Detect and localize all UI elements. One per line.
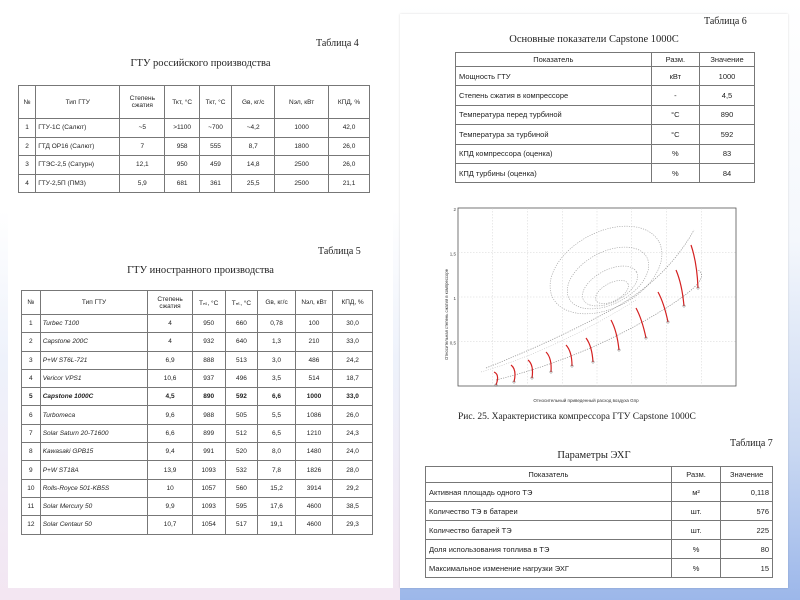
table5-cell: 937 xyxy=(192,369,225,387)
table6-cell: Мощность ГТУ xyxy=(456,67,652,86)
table5-cell: 11 xyxy=(22,497,41,515)
table5-cell: P+W ST6L-721 xyxy=(40,351,148,369)
table5-cell: 7 xyxy=(22,424,41,442)
table7-cell: м² xyxy=(671,483,721,502)
table7-cell: 576 xyxy=(721,502,773,521)
table5-cell: Vericor VPS1 xyxy=(40,369,148,387)
table6-row xyxy=(456,125,755,144)
table5-cell: 1093 xyxy=(192,461,225,479)
table4-title: ГТУ российского производства xyxy=(130,58,271,69)
table5-cell: 4 xyxy=(148,333,192,351)
table5-cell: 15,2 xyxy=(258,479,295,497)
table4-cell: ~4,2 xyxy=(232,119,275,138)
table4-header-cell: Gв, кг/с xyxy=(232,86,275,119)
table5-row xyxy=(22,315,373,333)
table5-header-cell: Nэл, кВт xyxy=(295,291,332,315)
table4-cell: 26,0 xyxy=(329,156,370,175)
table4-row xyxy=(19,119,370,138)
figure-caption: Рис. 25. Характеристика компрессора ГТУ Capstone 1000C xyxy=(458,412,696,422)
table4-cell: 555 xyxy=(199,137,231,156)
table6-row xyxy=(456,144,755,163)
table5-row xyxy=(22,406,373,424)
table7-number: Таблица 7 xyxy=(730,438,773,449)
table6-header-cell: Значение xyxy=(700,53,755,67)
chart-efficiency-contour xyxy=(535,208,677,331)
table7-cell: Активная площадь одного ТЭ xyxy=(426,483,672,502)
table5-row xyxy=(22,369,373,387)
table4-cell: 361 xyxy=(199,174,231,193)
table6-row xyxy=(456,67,755,86)
table5-cell: 890 xyxy=(192,388,225,406)
chart-speed-line xyxy=(511,365,515,382)
table5-row xyxy=(22,333,373,351)
chart-speed-line xyxy=(546,352,551,372)
table4-cell: 459 xyxy=(199,156,231,175)
table4-cell: 21,1 xyxy=(329,174,370,193)
table4-cell: 958 xyxy=(165,137,199,156)
table5-cell: 950 xyxy=(192,315,225,333)
table5-header-cell: Тип ГТУ xyxy=(40,291,148,315)
table5-cell: 1210 xyxy=(295,424,332,442)
table5-cell: Turbomeca xyxy=(40,406,148,424)
table5-cell: 10,7 xyxy=(148,516,192,534)
table5-cell: 18,7 xyxy=(333,369,373,387)
table5-cell: 210 xyxy=(295,333,332,351)
chart-speed-line xyxy=(676,270,684,306)
table5-cell: 3,5 xyxy=(258,369,295,387)
table5-cell: 514 xyxy=(295,369,332,387)
chart-speed-line xyxy=(691,245,698,288)
table5-row xyxy=(22,443,373,461)
table6-title-text: Основные показатели Capstone 1000C xyxy=(509,34,679,45)
table6-title xyxy=(400,34,788,45)
table6-cell: °С xyxy=(651,125,699,144)
table7-header-cell: Показатель xyxy=(426,467,672,483)
table5-cell: 496 xyxy=(225,369,258,387)
table5-cell: 888 xyxy=(192,351,225,369)
table4-cell: 1000 xyxy=(275,119,329,138)
table4-header-cell: КПД, % xyxy=(329,86,370,119)
table5-cell: 9 xyxy=(22,461,41,479)
table6-cell: 4,5 xyxy=(700,86,755,105)
table4-cell: ~5 xyxy=(120,119,165,138)
table5-cell: 517 xyxy=(225,516,258,534)
table5-cell: 5,5 xyxy=(258,406,295,424)
table7-cell: шт. xyxy=(671,521,721,540)
table7-header-cell: Разм. xyxy=(671,467,721,483)
table4-header-cell: Nэл, кВт xyxy=(275,86,329,119)
table5-cell: 560 xyxy=(225,479,258,497)
table5-header-cell: Тₙₜ, °С xyxy=(192,291,225,315)
table5-cell: Solar Saturn 20-T1600 xyxy=(40,424,148,442)
table5-cell: 17,6 xyxy=(258,497,295,515)
table7-cell: % xyxy=(671,540,721,559)
table5-row xyxy=(22,351,373,369)
table5-cell: 29,3 xyxy=(333,516,373,534)
table4-cell: 5,9 xyxy=(120,174,165,193)
table5-cell: 24,2 xyxy=(333,351,373,369)
table4-cell: >1100 xyxy=(165,119,199,138)
table5-cell: 7,8 xyxy=(258,461,295,479)
chart-operating-line xyxy=(496,270,702,380)
table7-title: Параметры ЭХГ xyxy=(557,450,631,461)
table5-cell: 4 xyxy=(22,369,41,387)
table7-cell: 225 xyxy=(721,521,773,540)
table7-row xyxy=(426,559,773,578)
table5-cell: 6,9 xyxy=(148,351,192,369)
table7-row xyxy=(426,521,773,540)
table5-cell: 13,9 xyxy=(148,461,192,479)
table5-cell: 10 xyxy=(148,479,192,497)
chart-speed-line xyxy=(528,360,533,378)
table4-row xyxy=(19,174,370,193)
table7-cell: Доля использования топлива в ТЭ xyxy=(426,540,672,559)
chart-efficiency-contour xyxy=(576,258,644,314)
table5-cell: 595 xyxy=(225,497,258,515)
table5-cell: 520 xyxy=(225,443,258,461)
table5-cell: 28,0 xyxy=(333,461,373,479)
table5-cell: 10 xyxy=(22,479,41,497)
table4-cell: ГТД ОР16 (Салют) xyxy=(36,137,120,156)
table4-row xyxy=(19,137,370,156)
table5-cell: 26,0 xyxy=(333,406,373,424)
table5-cell: 532 xyxy=(225,461,258,479)
table5-cell: 513 xyxy=(225,351,258,369)
table5-cell: 0,78 xyxy=(258,315,295,333)
table6-header-row xyxy=(456,53,755,67)
table5-cell: 10,6 xyxy=(148,369,192,387)
table6-number: Таблица 6 xyxy=(704,16,747,27)
table5-cell: 30,0 xyxy=(333,315,373,333)
table5-row xyxy=(22,497,373,515)
document-page-right xyxy=(400,14,788,588)
table6-cell: % xyxy=(651,163,699,182)
chart-y-tick-label: 1 xyxy=(453,296,456,301)
table4-cell: 950 xyxy=(165,156,199,175)
table5-cell: 4600 xyxy=(295,516,332,534)
table4-cell: ГТУ-1С (Салют) xyxy=(36,119,120,138)
table7-cell: 80 xyxy=(721,540,773,559)
table5-cell: 3,0 xyxy=(258,351,295,369)
table6-cell: Степень сжатия в компрессоре xyxy=(456,86,652,105)
table4-header-cell: Ткт, °С xyxy=(165,86,199,119)
table6-cell: Температура за турбиной xyxy=(456,125,652,144)
table5-cell: 19,1 xyxy=(258,516,295,534)
table5-cell: Capstone 1000C xyxy=(40,388,148,406)
table5-cell: Turbec T100 xyxy=(40,315,148,333)
table5-cell: Capstone 200C xyxy=(40,333,148,351)
table5-header-cell: № xyxy=(22,291,41,315)
table5-cell: 9,4 xyxy=(148,443,192,461)
table7-header-cell: Значение xyxy=(721,467,773,483)
table4-cell: 1800 xyxy=(275,137,329,156)
chart-efficiency-contour xyxy=(592,276,632,309)
table5-cell: 899 xyxy=(192,424,225,442)
table5-cell: 1093 xyxy=(192,497,225,515)
table5-header-cell: Gв, кг/с xyxy=(258,291,295,315)
table7-cell: Количество батарей ТЭ xyxy=(426,521,672,540)
table7-row xyxy=(426,483,773,502)
table7-row xyxy=(426,502,773,521)
table4-cell: 26,0 xyxy=(329,137,370,156)
table4-cell: 2 xyxy=(19,137,36,156)
table4-cell: 1 xyxy=(19,119,36,138)
table6-cell: 1000 xyxy=(700,67,755,86)
table5 xyxy=(21,290,373,535)
table6-cell: % xyxy=(651,144,699,163)
table5-cell: 33,0 xyxy=(333,333,373,351)
table6-cell: 592 xyxy=(700,125,755,144)
table5-cell: 8,0 xyxy=(258,443,295,461)
table5-cell: 4,5 xyxy=(148,388,192,406)
table5-cell: 991 xyxy=(192,443,225,461)
chart-x-axis-label: Относительный приведенный расход воздуха Gпр xyxy=(533,398,639,403)
table5-cell: Solar Centaur 50 xyxy=(40,516,148,534)
table5-cell: 1086 xyxy=(295,406,332,424)
table6-cell: 84 xyxy=(700,163,755,182)
table5-cell: 24,3 xyxy=(333,424,373,442)
table4-header-cell: № xyxy=(19,86,36,119)
table5-cell: 33,0 xyxy=(333,388,373,406)
table5-cell: 1 xyxy=(22,315,41,333)
table5-cell: Rolls-Royce 501-KB5S xyxy=(40,479,148,497)
table4-cell: 4 xyxy=(19,174,36,193)
table5-cell: 29,2 xyxy=(333,479,373,497)
table5-cell: P+W ST18A xyxy=(40,461,148,479)
table5-cell: 505 xyxy=(225,406,258,424)
table5-cell: 1057 xyxy=(192,479,225,497)
table5-row xyxy=(22,461,373,479)
table6-header-cell: Показатель xyxy=(456,53,652,67)
chart-speed-line xyxy=(566,345,572,366)
table6-cell: 83 xyxy=(700,144,755,163)
chart-y-tick-label: 2 xyxy=(453,207,456,212)
table5-cell: Kawasaki GPB15 xyxy=(40,443,148,461)
table4-cell: 8,7 xyxy=(232,137,275,156)
table4-cell: 12,1 xyxy=(120,156,165,175)
table5-row xyxy=(22,388,373,406)
table7-header-row xyxy=(426,467,773,483)
table5-title: ГТУ иностранного производства xyxy=(127,265,274,276)
table5-cell: 38,5 xyxy=(333,497,373,515)
table7 xyxy=(425,466,773,578)
table5-cell: 592 xyxy=(225,388,258,406)
table4-cell: 7 xyxy=(120,137,165,156)
table4-cell: 25,5 xyxy=(232,174,275,193)
table4-cell: 2500 xyxy=(275,156,329,175)
table4-cell: 3 xyxy=(19,156,36,175)
table5-cell: 24,0 xyxy=(333,443,373,461)
table4-cell: 14,8 xyxy=(232,156,275,175)
table6-header-cell: Разм. xyxy=(651,53,699,67)
chart-y-tick-label: 0,5 xyxy=(449,340,456,346)
chart-speed-line xyxy=(494,372,498,385)
chart-y-axis-label: Относительная степень сжатия в компрессоре xyxy=(444,268,449,360)
table5-cell: 100 xyxy=(295,315,332,333)
table7-cell: шт. xyxy=(671,502,721,521)
document-page-left xyxy=(8,28,393,588)
table5-cell: 2 xyxy=(22,333,41,351)
table4-cell: 42,0 xyxy=(329,119,370,138)
table6-cell: КПД компрессора (оценка) xyxy=(456,144,652,163)
table4-cell: ГТЭС-2,5 (Сатурн) xyxy=(36,156,120,175)
table5-cell: 512 xyxy=(225,424,258,442)
table4-cell: 2500 xyxy=(275,174,329,193)
table5-header-cell: Степень сжатия xyxy=(148,291,192,315)
table5-cell: 6,6 xyxy=(258,388,295,406)
table7-cell: Количество ТЭ в батареи xyxy=(426,502,672,521)
table4-cell: 681 xyxy=(165,174,199,193)
table5-cell: 6 xyxy=(22,406,41,424)
table6 xyxy=(455,52,755,183)
table6-cell: кВт xyxy=(651,67,699,86)
table6-cell: °С xyxy=(651,105,699,124)
table5-cell: 660 xyxy=(225,315,258,333)
chart-guide-line xyxy=(481,300,636,372)
table7-cell: % xyxy=(671,559,721,578)
table4-header-row xyxy=(19,86,370,119)
table4-header-cell: Тип ГТУ xyxy=(36,86,120,119)
table4 xyxy=(18,85,370,193)
table4-header-cell: Степень сжатия xyxy=(120,86,165,119)
table5-cell: 4600 xyxy=(295,497,332,515)
table5-number: Таблица 5 xyxy=(318,246,361,257)
table6-row xyxy=(456,163,755,182)
table5-cell: 1,3 xyxy=(258,333,295,351)
table7-cell: 0,118 xyxy=(721,483,773,502)
table6-cell: - xyxy=(651,86,699,105)
table5-cell: 3914 xyxy=(295,479,332,497)
table5-cell: 8 xyxy=(22,443,41,461)
table5-cell: 9,9 xyxy=(148,497,192,515)
table5-cell: 932 xyxy=(192,333,225,351)
table5-cell: 486 xyxy=(295,351,332,369)
table6-cell: Температура перед турбиной xyxy=(456,105,652,124)
table5-header-row xyxy=(22,291,373,315)
table5-cell: 640 xyxy=(225,333,258,351)
table7-row xyxy=(426,540,773,559)
table5-cell: 9,6 xyxy=(148,406,192,424)
table4-number: Таблица 4 xyxy=(316,38,359,49)
table4-header-cell: Ткт, °С xyxy=(199,86,231,119)
chart-y-tick-label: 1,5 xyxy=(449,251,456,257)
table4-cell: ГТУ-2,5П (ПМЗ) xyxy=(36,174,120,193)
table5-cell: 988 xyxy=(192,406,225,424)
table5-cell: 1054 xyxy=(192,516,225,534)
table4-row xyxy=(19,156,370,175)
table7-cell: 15 xyxy=(721,559,773,578)
table5-cell: 4 xyxy=(148,315,192,333)
table5-cell: Solar Mercury 50 xyxy=(40,497,148,515)
table7-cell: Максимальное изменение нагрузки ЭХГ xyxy=(426,559,672,578)
table5-cell: 1480 xyxy=(295,443,332,461)
table4-cell: ~700 xyxy=(199,119,231,138)
table6-row xyxy=(456,86,755,105)
table5-cell: 1000 xyxy=(295,388,332,406)
table5-header-cell: Тₙₜ, °С xyxy=(225,291,258,315)
compressor-characteristic-chart xyxy=(436,200,746,406)
table5-cell: 6,5 xyxy=(258,424,295,442)
table5-row xyxy=(22,516,373,534)
table5-row xyxy=(22,424,373,442)
table5-cell: 6,6 xyxy=(148,424,192,442)
table5-header-cell: КПД, % xyxy=(333,291,373,315)
table6-cell: 890 xyxy=(700,105,755,124)
table5-cell: 1826 xyxy=(295,461,332,479)
table6-cell: КПД турбины (оценка) xyxy=(456,163,652,182)
table6-row xyxy=(456,105,755,124)
table5-cell: 3 xyxy=(22,351,41,369)
table5-row xyxy=(22,479,373,497)
table5-cell: 12 xyxy=(22,516,41,534)
table5-cell: 5 xyxy=(22,388,41,406)
